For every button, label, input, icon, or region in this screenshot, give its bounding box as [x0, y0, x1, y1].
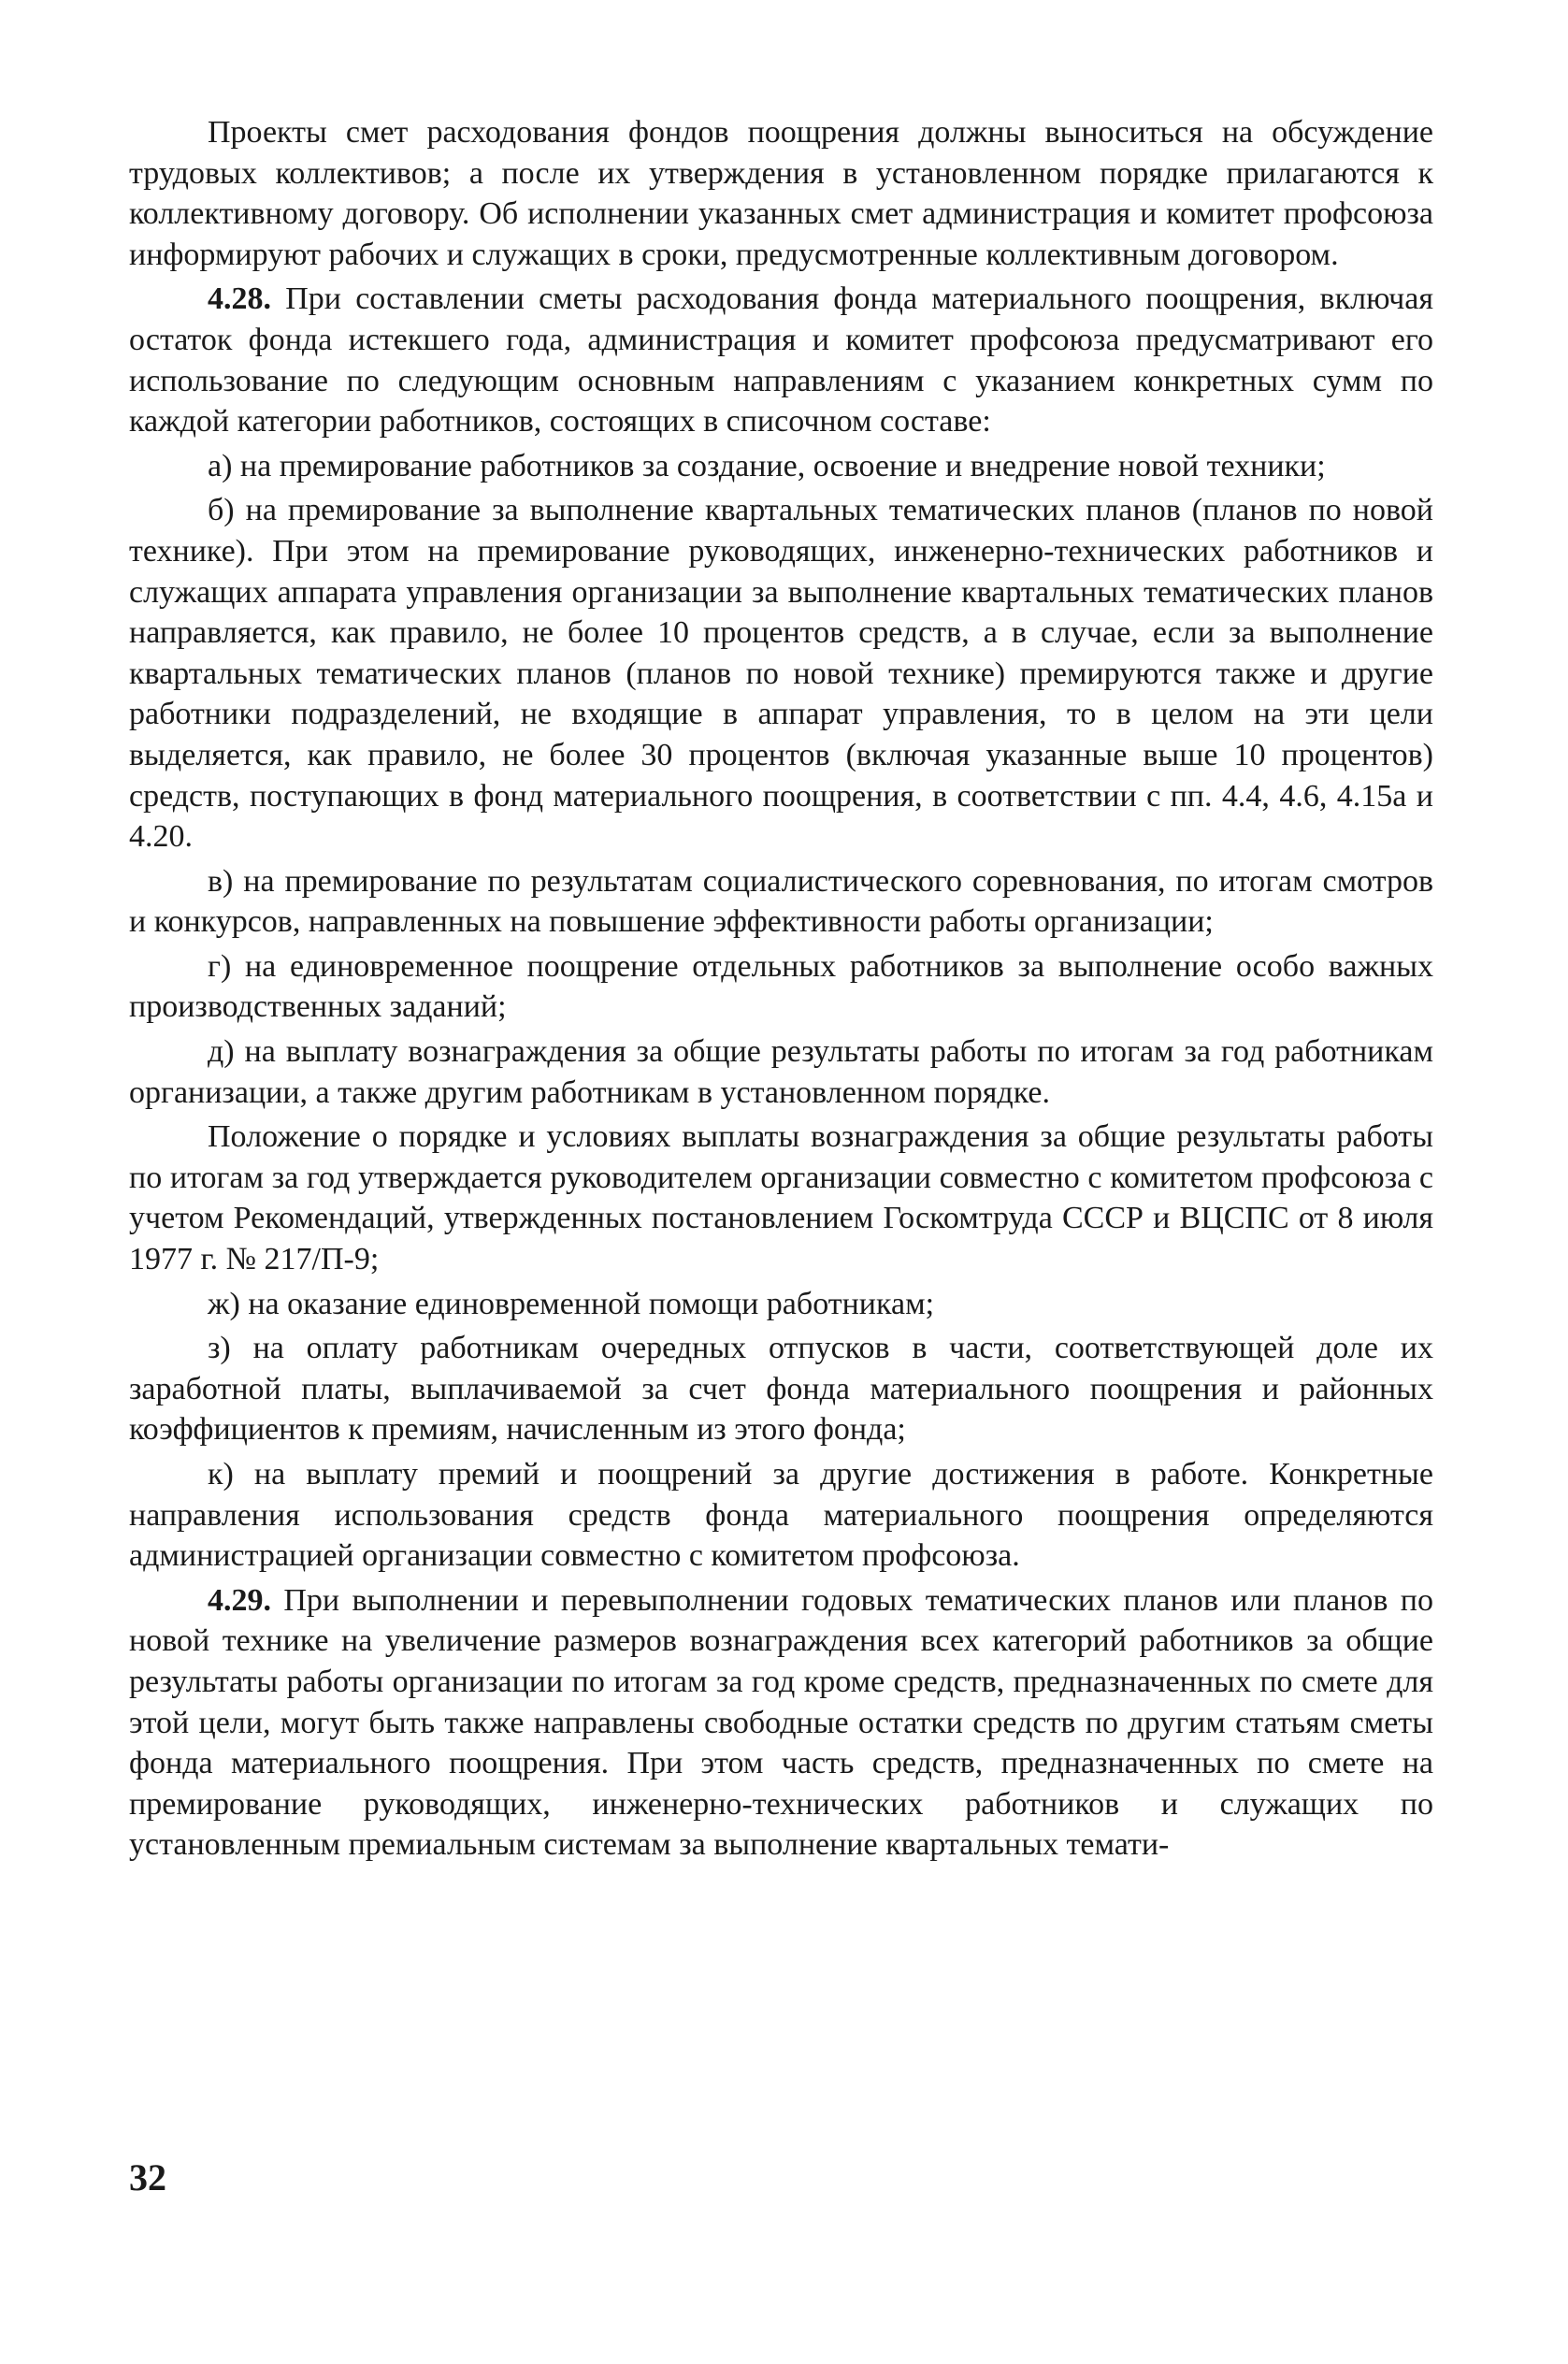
paragraph-text: Положение о порядке и условиях выплаты вознаграждения за общие результаты работы по итогам за год утверждается руководителем организации совместно с комитетом профсоюза с учетом Рекомендаций, утвержденных постановлением Госкомтруда СССР и ВЦСПС от 8 июля 1977 г. № 217/П-9; [129, 1119, 1433, 1277]
paragraph-text: а) на премирование работников за создание, освоение и внедрение новой техники; [208, 448, 1326, 483]
list-item-b [129, 490, 1433, 857]
paragraph-text: з) на оплату работникам очередных отпусков в части, соответствующей доле их заработной платы, выплачиваемой за счет фонда материального поощрения и районных коэффициентов к премиям, начисленным из этого фонда; [129, 1331, 1433, 1448]
list-item-a [129, 446, 1433, 487]
paragraph-4-29 [129, 1580, 1433, 1866]
list-item-g [129, 946, 1433, 1028]
section-number: 4.29. [208, 1582, 271, 1618]
paragraph-text: При выполнении и перевыполнении годовых тематических планов или планов по новой технике на увеличение размеров вознаграждения всех категорий работников за общие результаты работы организации по итогам за год кроме средств, предназначенных по смете для этой цели, могут быть также направлены свободные остатки средств по другим статьям сметы фонда материального поощрения. При этом часть средств, предназначенных по смете на премирование руководящих, инженерно-технических работников и служащих по установленным премиальным системам за выполнение квартальных темати- [129, 1582, 1433, 1863]
paragraph-text: д) на выплату вознаграждения за общие результаты работы по итогам за год работникам организации, а также другим работникам в установленном порядке. [129, 1034, 1433, 1110]
paragraph-text: ж) на оказание единовременной помощи работникам; [208, 1286, 935, 1321]
list-item-d [129, 1031, 1433, 1113]
paragraph-text: Проекты смет расходования фондов поощрения должны выноситься на обсуждение трудовых коллективов; а после их утверждения в установленном порядке прилагаются к коллективному договору. Об исполнении указанных смет администрация и комитет профсоюза информируют рабочих и служащих в сроки, предусмотренные коллективным договором. [129, 115, 1433, 272]
list-item-zh [129, 1284, 1433, 1325]
list-item-z [129, 1328, 1433, 1450]
section-number: 4.28. [208, 281, 271, 317]
document-page [129, 112, 1433, 1869]
paragraph-text: г) на единовременное поощрение отдельных работников за выполнение особо важных производственных заданий; [129, 948, 1433, 1025]
page-number: 32 [129, 2156, 166, 2198]
paragraph-text: в) на премирование по результатам социалистического соревнования, по итогам смотров и конкурсов, направленных на повышение эффективности работы организации; [129, 863, 1433, 940]
paragraph-text: к) на выплату премий и поощрений за другие достижения в работе. Конкретные направления использования средств фонда материального поощрения определяются администрацией организации совместно с комитетом профсоюза. [129, 1457, 1433, 1574]
list-item-k [129, 1454, 1433, 1577]
paragraph-projects [129, 112, 1433, 275]
list-item-v [129, 861, 1433, 943]
paragraph-regulation [129, 1117, 1433, 1279]
paragraph-text: При составлении сметы расходования фонда материального поощрения, включая остаток фонда истекшего года, администрация и комитет профсоюза предусматривают его использование по следующим основным направлениям с указанием конкретных сумм по каждой категории работников, состоящих в списочном составе: [129, 281, 1433, 440]
paragraph-text: б) на премирование за выполнение квартальных тематических планов (планов по новой технике). При этом на премирование руководящих, инженерно-технических работников и служащих аппарата управления организации за выполнение квартальных тематических планов направляется, как правило, не более 10 процентов средств, а в случае, если за выполнение квартальных тематических планов (планов по новой технике) премируются также и другие работники подразделений, не входящие в аппарат управления, то в целом на эти цели выделяется, как правило, не более 30 процентов (включая указанные выше 10 процентов) средств, поступающих в фонд материального поощрения, в соответствии с пп. 4.4, 4.6, 4.15а и 4.20. [129, 493, 1433, 855]
paragraph-4-28 [129, 279, 1433, 441]
